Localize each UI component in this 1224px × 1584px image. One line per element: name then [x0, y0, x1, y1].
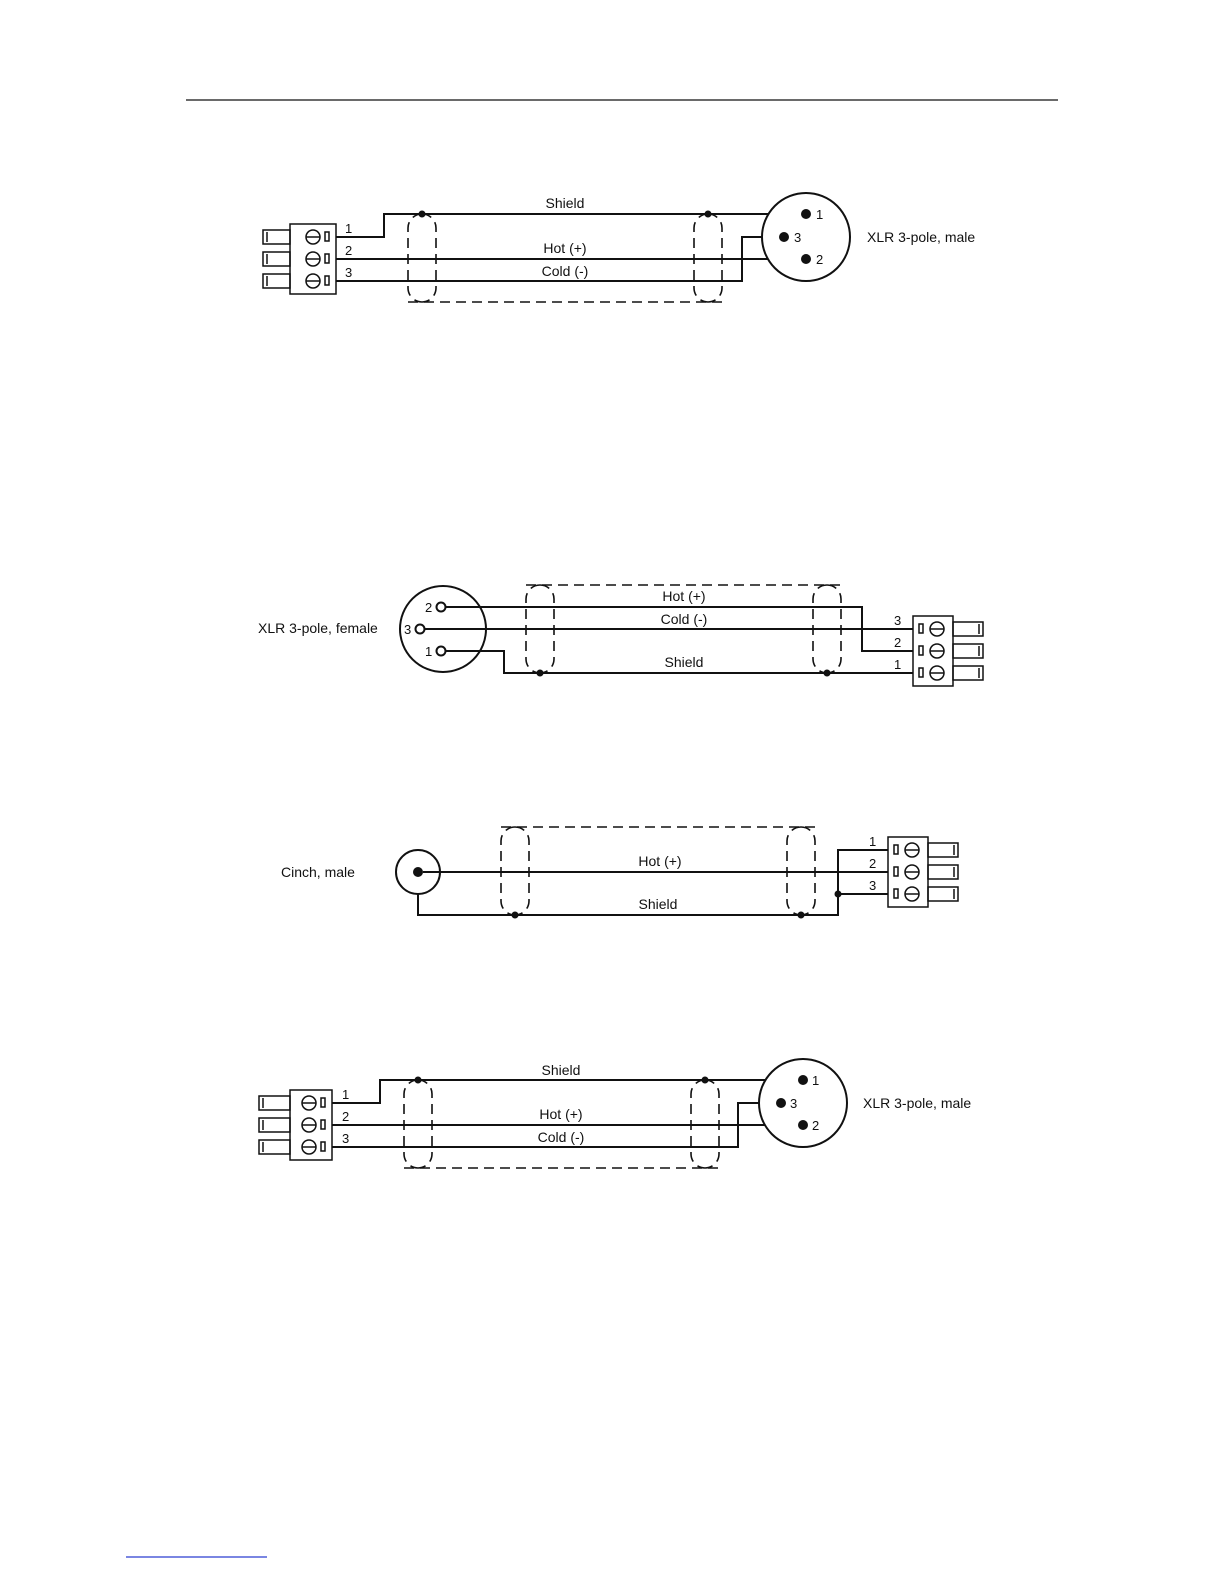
connector-label: XLR 3-pole, male — [867, 229, 976, 245]
xlr-pin-label: 2 — [425, 600, 433, 615]
hot-label: Hot (+) — [543, 240, 587, 256]
terminal-pin-label: 1 — [869, 834, 877, 849]
shield-junction — [702, 1077, 709, 1084]
shield-wire — [336, 214, 806, 237]
xlr-pin-label: 1 — [816, 207, 824, 222]
terminal-pin-label: 2 — [345, 243, 353, 258]
xlr-pin-label: 1 — [812, 1073, 820, 1088]
hot-label: Hot (+) — [662, 588, 706, 604]
xlr-male-connector — [762, 193, 850, 281]
xlr-pin-label: 2 — [812, 1118, 820, 1133]
cold-label: Cold (-) — [660, 611, 708, 627]
shield-junction — [798, 912, 805, 919]
terminal-pin-label: 2 — [894, 635, 902, 650]
diagram-terminal-to-xlr-male-1 — [263, 193, 975, 302]
terminal-pin-label: 1 — [345, 221, 353, 236]
xlr-pin-label: 3 — [794, 230, 802, 245]
shield-junction — [824, 670, 831, 677]
terminal-pin-label: 1 — [894, 657, 902, 672]
shield-junction — [705, 211, 712, 218]
shield-junction — [537, 670, 544, 677]
connector-label: XLR 3-pole, male — [863, 1095, 972, 1111]
xlr-pin-label: 1 — [425, 644, 433, 659]
terminal-pin-label: 3 — [869, 878, 877, 893]
xlr-pin-label: 3 — [404, 622, 412, 637]
cold-label: Cold (-) — [537, 1129, 585, 1145]
terminal-block-connector — [888, 837, 958, 907]
terminal-block-connector — [913, 616, 983, 686]
hot-label: Hot (+) — [638, 853, 682, 869]
xlr-pin-label: 2 — [816, 252, 824, 267]
terminal-block-connector — [259, 1090, 332, 1160]
shield-junction — [419, 211, 426, 218]
diagram-xlr-female-to-terminal — [258, 585, 983, 686]
shield-junction — [835, 891, 842, 898]
hot-label: Hot (+) — [539, 1106, 583, 1122]
xlr-pin-label: 3 — [790, 1096, 798, 1111]
terminal-pin-label: 1 — [342, 1087, 350, 1102]
shield-label: Shield — [638, 896, 678, 912]
terminal-pin-label: 2 — [342, 1109, 350, 1124]
diagram-cinch-to-terminal — [281, 827, 958, 919]
terminal-pin-label: 3 — [342, 1131, 350, 1146]
connector-label: XLR 3-pole, female — [258, 620, 378, 636]
cold-label: Cold (-) — [541, 263, 589, 279]
shield-junction — [415, 1077, 422, 1084]
shield-wire — [332, 1080, 803, 1103]
terminal-pin-label: 2 — [869, 856, 877, 871]
terminal-block-connector — [263, 224, 336, 294]
diagram-terminal-to-xlr-male-2 — [259, 1059, 971, 1168]
shield-label: Shield — [664, 654, 704, 670]
shield-label: Shield — [545, 195, 585, 211]
xlr-male-connector — [759, 1059, 847, 1147]
shield-label: Shield — [541, 1062, 581, 1078]
terminal-pin-label: 3 — [894, 613, 902, 628]
connector-label: Cinch, male — [281, 864, 355, 880]
terminal-pin-label: 3 — [345, 265, 353, 280]
shield-junction — [512, 912, 519, 919]
